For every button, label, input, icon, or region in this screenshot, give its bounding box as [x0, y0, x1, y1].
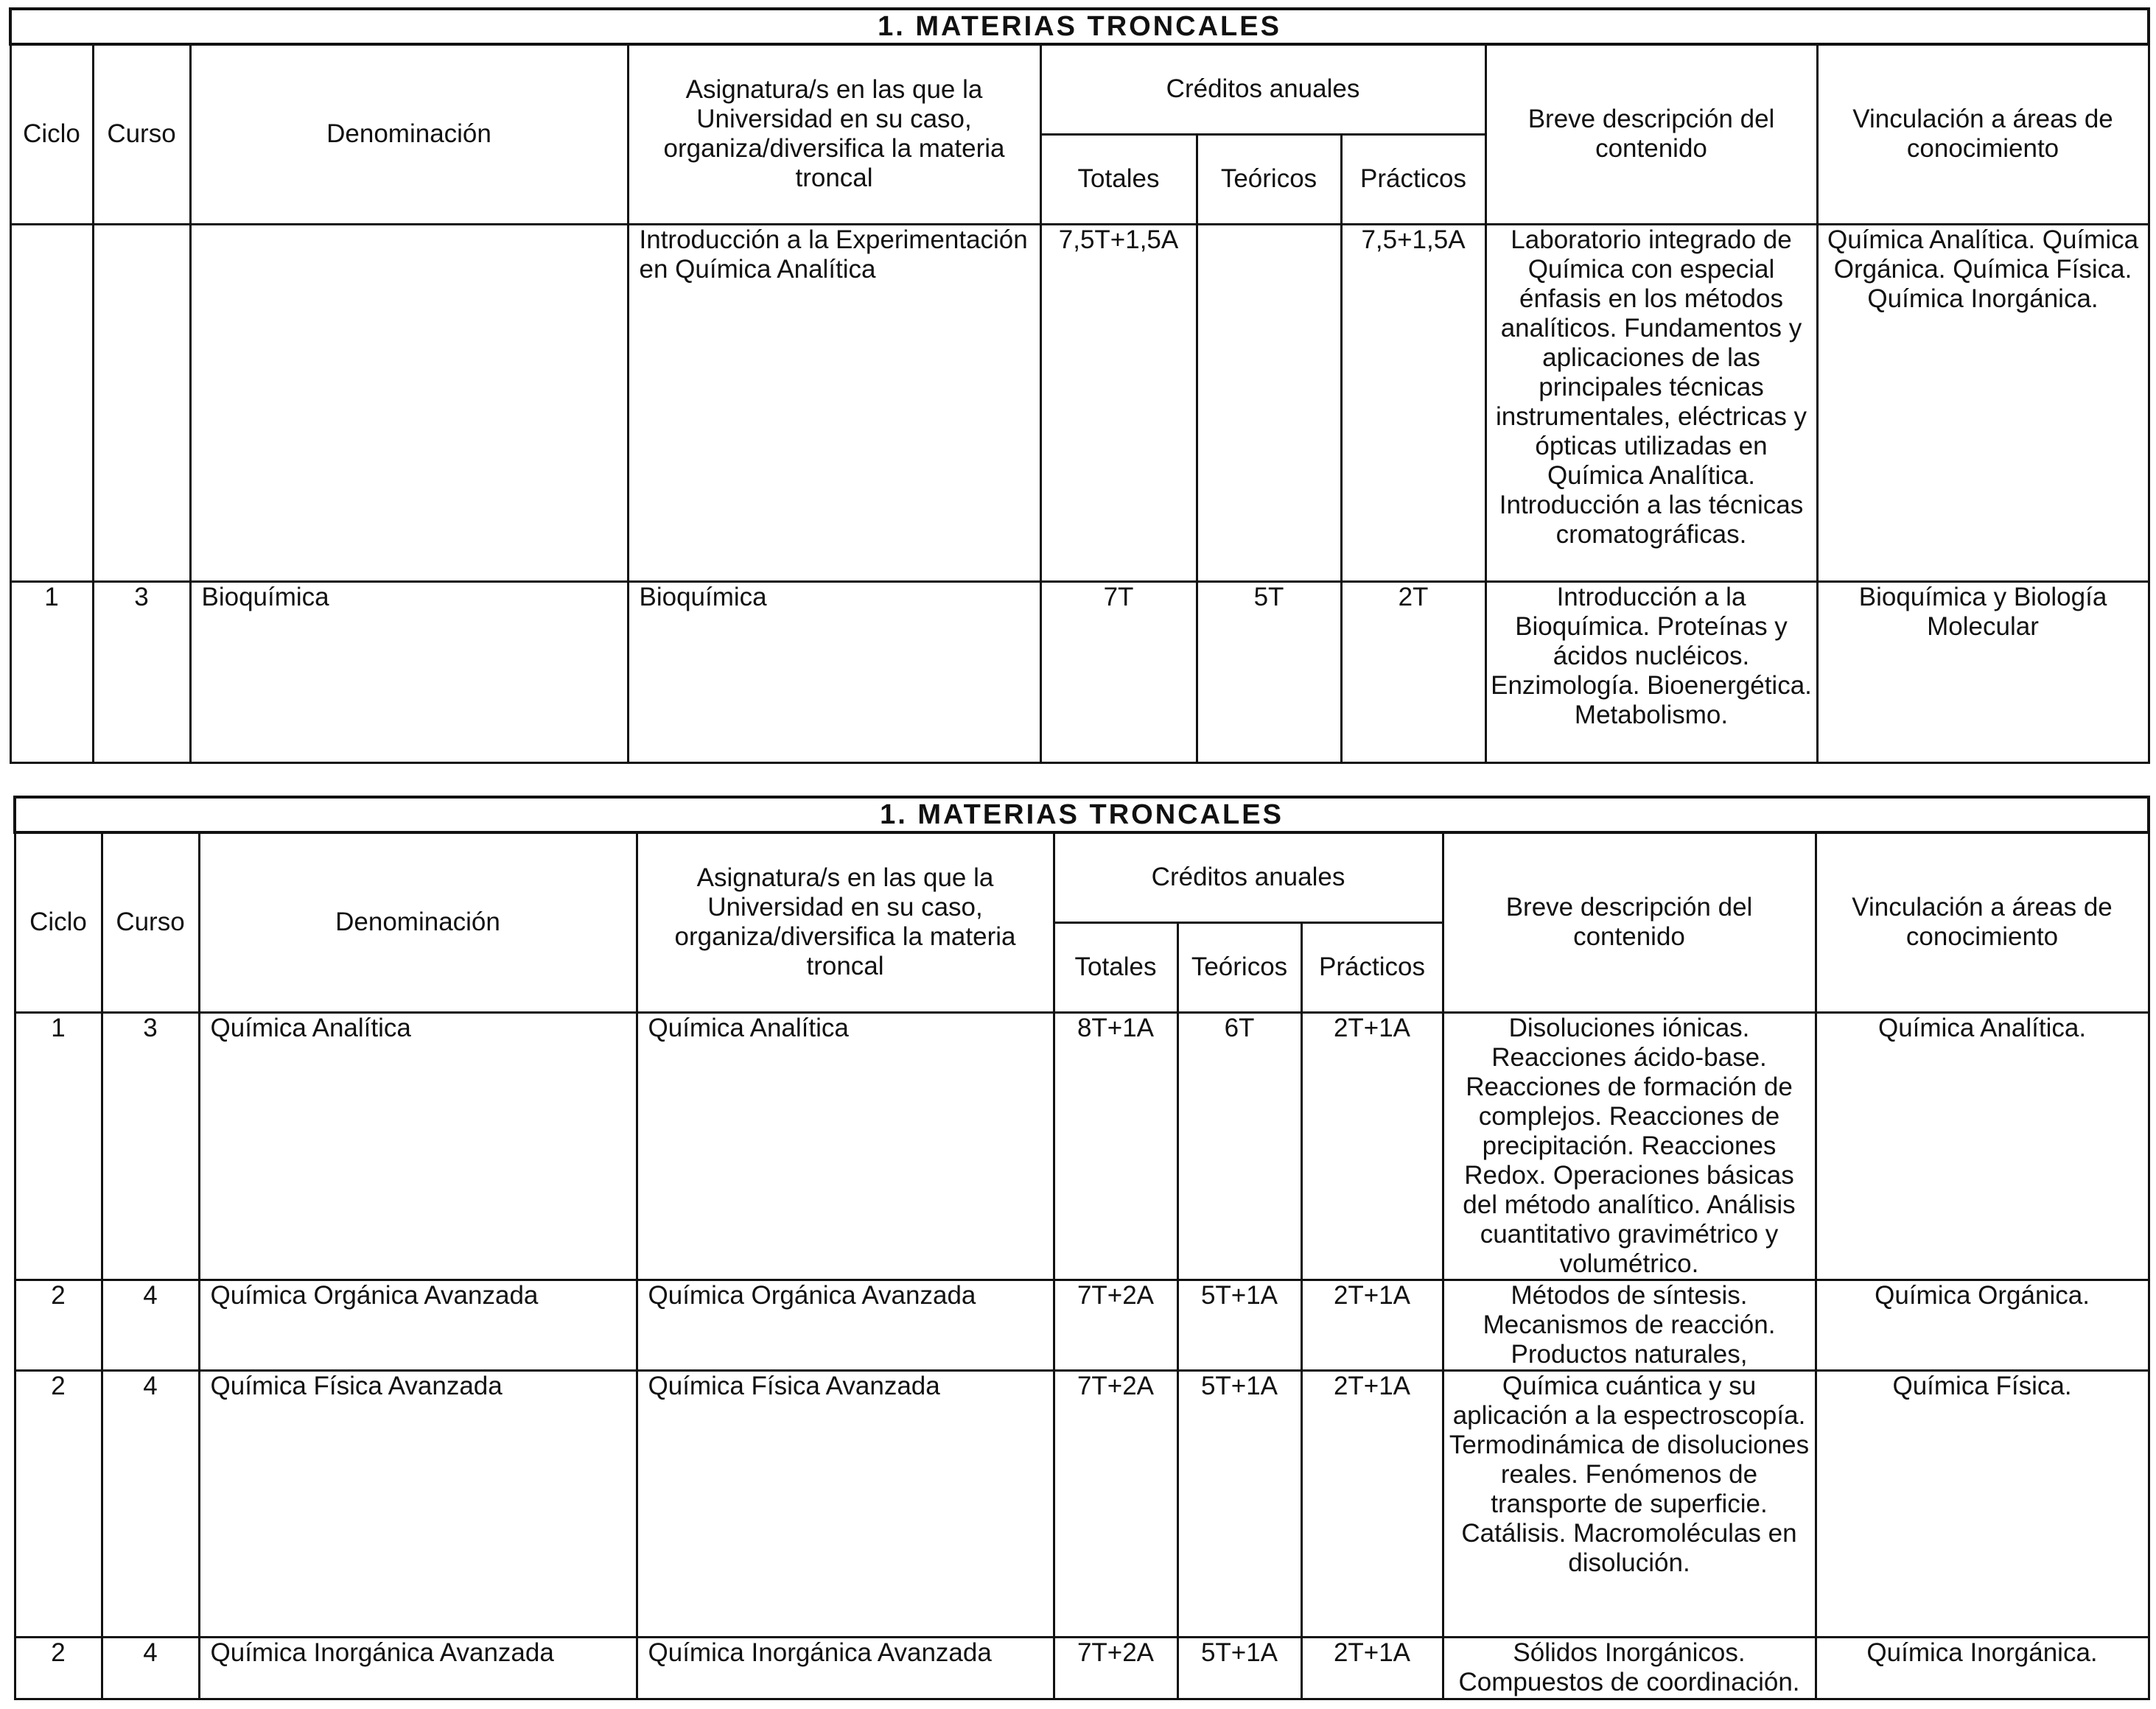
- header-creditos-anuales: Créditos anuales: [1040, 44, 1485, 134]
- troncales-table-1: [9, 7, 2150, 764]
- cell-ciclo: 2: [15, 1637, 102, 1699]
- cell-vinculacion: Bioquímica y Biología Molecular: [1817, 581, 2149, 762]
- table-row: [15, 1280, 2149, 1370]
- cell-ciclo: 2: [15, 1280, 102, 1370]
- cell-teoricos: 5T+1A: [1177, 1280, 1301, 1370]
- cell-curso: 3: [102, 1012, 199, 1280]
- cell-denominacion: Química Orgánica Avanzada: [199, 1280, 637, 1370]
- header-curso: Curso: [93, 44, 190, 224]
- header-practicos: Prácticos: [1301, 922, 1443, 1012]
- header-creditos-anuales: Créditos anuales: [1054, 832, 1443, 922]
- cell-asignatura: Introducción a la Experimentación en Química Analítica: [628, 224, 1040, 581]
- cell-denominacion: Química Física Avanzada: [199, 1370, 637, 1637]
- cell-vinculacion: Química Inorgánica.: [1816, 1637, 2149, 1699]
- cell-totales: 7T+2A: [1054, 1370, 1177, 1637]
- cell-curso: 4: [102, 1280, 199, 1370]
- cell-asignatura: Química Inorgánica Avanzada: [637, 1637, 1054, 1699]
- cell-ciclo: [10, 224, 93, 581]
- table-row: [10, 224, 2149, 581]
- header-vinculacion: Vinculación a áreas de conocimiento: [1817, 44, 2149, 224]
- troncales-table-2: [13, 796, 2150, 1700]
- cell-asignatura: Química Física Avanzada: [637, 1370, 1054, 1637]
- cell-vinculacion: Química Analítica.: [1816, 1012, 2149, 1280]
- cell-ciclo: 1: [15, 1012, 102, 1280]
- header-denominacion: Denominación: [199, 832, 637, 1012]
- cell-practicos: 2T: [1341, 581, 1485, 762]
- cell-asignatura: Química Orgánica Avanzada: [637, 1280, 1054, 1370]
- cell-descripcion: Química cuántica y su aplicación a la espectroscopía. Termodinámica de disoluciones reales. Fenómenos de transporte de superficie. Catálisis. Macromoléculas en disolución.: [1443, 1370, 1816, 1637]
- cell-asignatura: Bioquímica: [628, 581, 1040, 762]
- cell-denominacion: Química Analítica: [199, 1012, 637, 1280]
- cell-curso: 4: [102, 1370, 199, 1637]
- cell-descripcion: Introducción a la Bioquímica. Proteínas y ácidos nucléicos. Enzimología. Bioenergética. Metabolismo.: [1485, 581, 1817, 762]
- cell-teoricos: 5T+1A: [1177, 1637, 1301, 1699]
- cell-curso: 3: [93, 581, 190, 762]
- cell-practicos: 2T+1A: [1301, 1012, 1443, 1280]
- header-totales: Totales: [1040, 134, 1197, 224]
- cell-ciclo: 2: [15, 1370, 102, 1637]
- cell-denominacion: Bioquímica: [190, 581, 628, 762]
- header-descripcion: Breve descripción del contenido: [1485, 44, 1817, 224]
- header-teoricos: Teóricos: [1197, 134, 1341, 224]
- cell-descripcion: Laboratorio integrado de Química con especial énfasis en los métodos analíticos. Fundamentos y aplicaciones de las principales técnicas instrumentales, eléctricas y ópticas utilizadas en Química Analítica. Introducción a las técnicas cromatográficas.: [1485, 224, 1817, 581]
- cell-descripcion: Disoluciones iónicas. Reacciones ácido-base. Reacciones de formación de complejos. Reacciones de precipitación. Reacciones Redox. Operaciones básicas del método analítico. Análisis cuantitativo gravimétrico y volumétrico.: [1443, 1012, 1816, 1280]
- table-row: [15, 1012, 2149, 1280]
- cell-descripcion: Métodos de síntesis. Mecanismos de reacción. Productos naturales,: [1443, 1280, 1816, 1370]
- table-title: 1. MATERIAS TRONCALES: [10, 9, 2149, 44]
- cell-teoricos: 5T: [1197, 581, 1341, 762]
- cell-vinculacion: Química Física.: [1816, 1370, 2149, 1637]
- cell-practicos: 2T+1A: [1301, 1637, 1443, 1699]
- header-teoricos: Teóricos: [1177, 922, 1301, 1012]
- header-ciclo: Ciclo: [10, 44, 93, 224]
- table-row: [15, 1370, 2149, 1637]
- header-descripcion: Breve descripción del contenido: [1443, 832, 1816, 1012]
- cell-practicos: 2T+1A: [1301, 1280, 1443, 1370]
- cell-vinculacion: Química Orgánica.: [1816, 1280, 2149, 1370]
- cell-totales: 7,5T+1,5A: [1040, 224, 1197, 581]
- table-row: [10, 581, 2149, 762]
- cell-curso: [93, 224, 190, 581]
- cell-totales: 7T+2A: [1054, 1280, 1177, 1370]
- header-vinculacion: Vinculación a áreas de conocimiento: [1816, 832, 2149, 1012]
- header-ciclo: Ciclo: [15, 832, 102, 1012]
- cell-totales: 8T+1A: [1054, 1012, 1177, 1280]
- cell-practicos: 2T+1A: [1301, 1370, 1443, 1637]
- cell-teoricos: 6T: [1177, 1012, 1301, 1280]
- cell-descripcion: Sólidos Inorgánicos. Compuestos de coordinación.: [1443, 1637, 1816, 1699]
- table-row: [15, 1637, 2149, 1699]
- header-asignatura: Asignatura/s en las que la Universidad en su caso, organiza/diversifica la materia troncal: [628, 44, 1040, 224]
- cell-denominacion: [190, 224, 628, 581]
- table-title: 1. MATERIAS TRONCALES: [15, 797, 2149, 832]
- cell-teoricos: [1197, 224, 1341, 581]
- cell-curso: 4: [102, 1637, 199, 1699]
- cell-denominacion: Química Inorgánica Avanzada: [199, 1637, 637, 1699]
- header-asignatura: Asignatura/s en las que la Universidad en su caso, organiza/diversifica la materia troncal: [637, 832, 1054, 1012]
- cell-vinculacion: Química Analítica. Química Orgánica. Química Física. Química Inorgánica.: [1817, 224, 2149, 581]
- header-curso: Curso: [102, 832, 199, 1012]
- cell-totales: 7T: [1040, 581, 1197, 762]
- cell-practicos: 7,5+1,5A: [1341, 224, 1485, 581]
- cell-teoricos: 5T+1A: [1177, 1370, 1301, 1637]
- header-practicos: Prácticos: [1341, 134, 1485, 224]
- cell-ciclo: 1: [10, 581, 93, 762]
- header-totales: Totales: [1054, 922, 1177, 1012]
- cell-totales: 7T+2A: [1054, 1637, 1177, 1699]
- header-denominacion: Denominación: [190, 44, 628, 224]
- cell-asignatura: Química Analítica: [637, 1012, 1054, 1280]
